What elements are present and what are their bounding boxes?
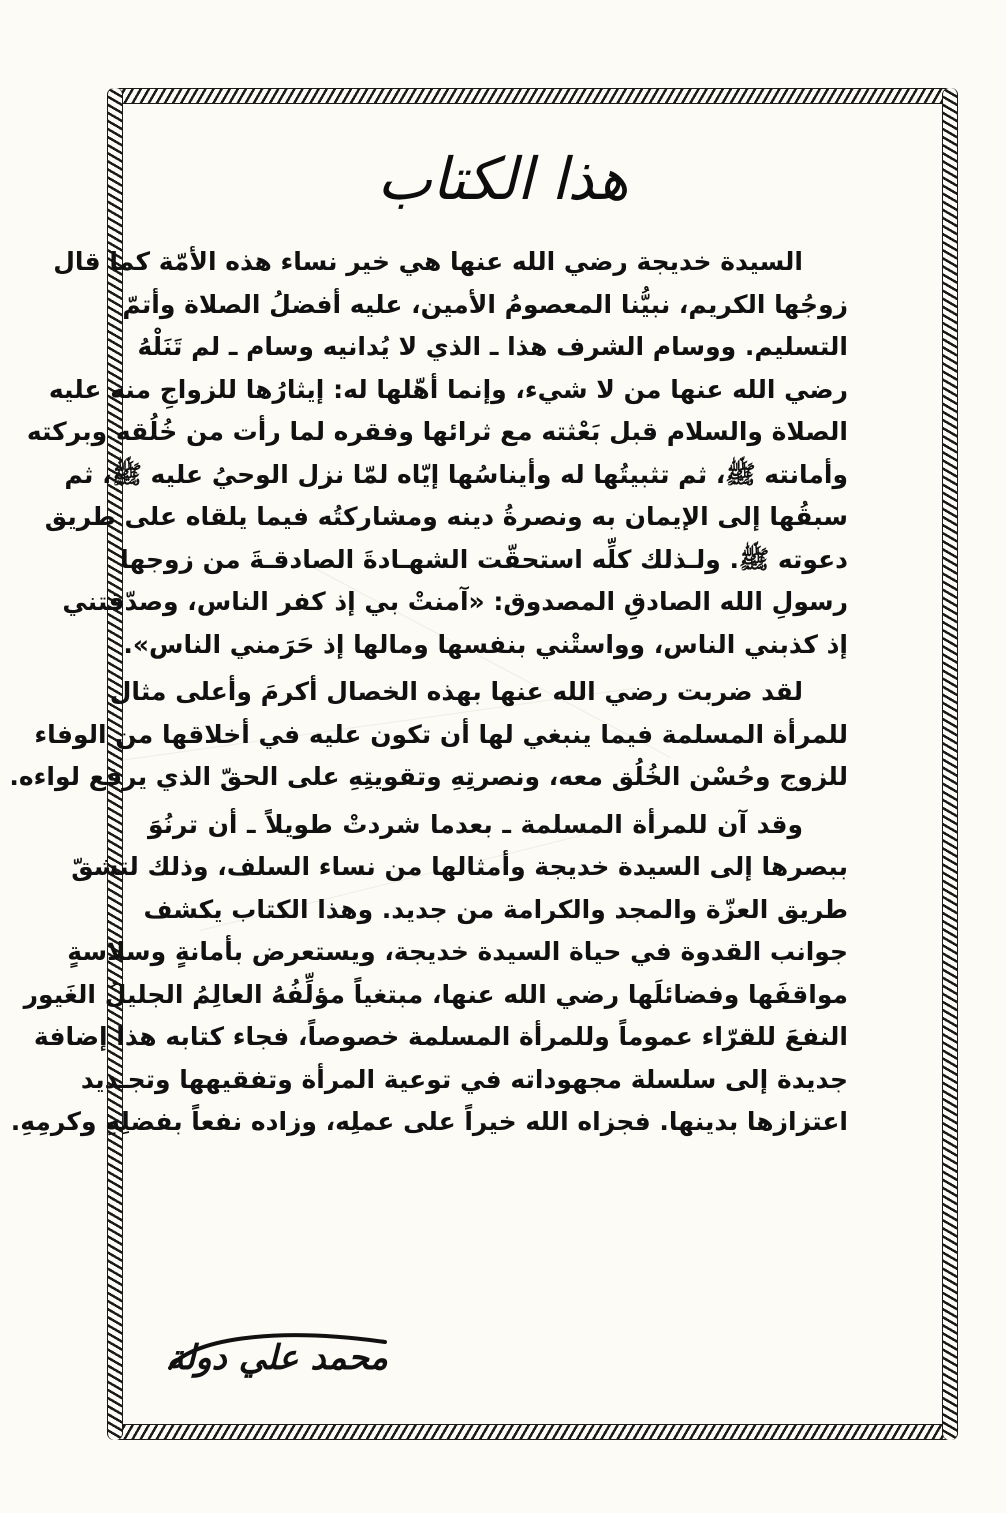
paragraph-3	[10, 804, 848, 1144]
text-line: سبقُها إلى الإيمان به ونصرةُ دينه ومشاركتُه فيما يلقاه على طريق	[44, 502, 848, 531]
text-line: اعتزازها بدينها. فجزاه الله خيراً على عملِه، وزاده نفعاً بفضلِهِ وكرمِهِ.	[10, 1107, 848, 1136]
author-signature	[160, 1320, 390, 1395]
text-line: جديدة إلى سلسلة مجهوداته في توعية المرأة وتفقيهها وتجـديد	[80, 1064, 848, 1094]
text-line: للزوج وحُسْن الخُلُق معه، ونصرتِهِ وتقويتِهِ على الحقّ الذي يرفع لواءه.	[9, 762, 848, 791]
paragraph-1	[26, 241, 848, 666]
border-top	[107, 88, 958, 104]
text-line: وقد آن للمرأة المسلمة ـ بعدما شردتْ طويلاً ـ أن ترنُوَ	[148, 809, 803, 839]
paragraph-2	[9, 671, 848, 799]
text-line: إذ كذبني الناس، وواستْني بنفسها ومالها إذ حَرَمني الناس».	[123, 629, 848, 659]
text-line: دعوته ﷺ. ولـذلك كلِّه استحقّت الشهـادةَ الصادقـةَ من زوجها	[120, 544, 848, 574]
text-line: التسليم. ووسام الشرف هذا ـ الذي لا يُدانيه وسام ـ لم تَنَلْهُ	[137, 332, 848, 361]
text-line: رسولِ الله الصادقِ المصدوق: «آمنتْ بي إذ كفر الناس، وصدّقتني	[62, 587, 848, 616]
border-bottom	[107, 1424, 958, 1440]
text-line: وأمانته ﷺ، ثم تثبيتُها له وأيناسُها إيّاه لمّا نزل الوحيُ عليه ﷺ، ثم	[64, 459, 848, 489]
text-line: الصلاة والسلام قبل بَعْثته مع ثرائها وفقره لما رأت من خُلُقه وبركته	[26, 417, 848, 446]
text-line: للمرأة المسلمة فيما ينبغي لها أن تكون عليه في أخلاقها من الوفاء	[34, 719, 848, 749]
text-line: جوانب القدوة في حياة السيدة خديجة، ويستعرض بأمانةٍ وسلاسةٍ	[67, 937, 848, 966]
text-line: لقد ضربت رضي الله عنها بهذه الخصال أكرمَ وأعلى مثال	[109, 677, 803, 706]
text-line: زوجُها الكريم، نبيُّنا المعصومُ الأمين، عليه أفضلُ الصلاة وأتمّ	[122, 289, 848, 319]
text-line: رضي الله عنها من لا شيء، وإنما أهّلها له: إيثارُها للزواجِ منه عليه	[48, 374, 848, 404]
body-text	[9, 241, 848, 1144]
text-line: مواقفَها وفضائلَها رضي الله عنها، مبتغياً مؤلِّفُهُ العالِمُ الجليلُ الغَيور	[23, 979, 848, 1009]
text-line: النفعَ للقرّاء عموماً وللمرأة المسلمة خصوصاً، فجاء كتابه هذا إضافة	[33, 1022, 848, 1051]
text-line: طريق العزّة والمجد والكرامة من جديد. وهذا الكتاب يكشف	[143, 894, 848, 924]
border-right	[942, 88, 958, 1440]
text-line: ببصرها إلى السيدة خديجة وأمثالها من نساء السلف، وذلك لتشقّ	[71, 852, 848, 881]
page-title: هذا الكتاب	[377, 145, 629, 213]
text-line: السيدة خديجة رضي الله عنها هي خير نساء هذه الأمّة كما قال	[53, 247, 803, 276]
signature-text: محمد علي دولة	[166, 1338, 388, 1378]
